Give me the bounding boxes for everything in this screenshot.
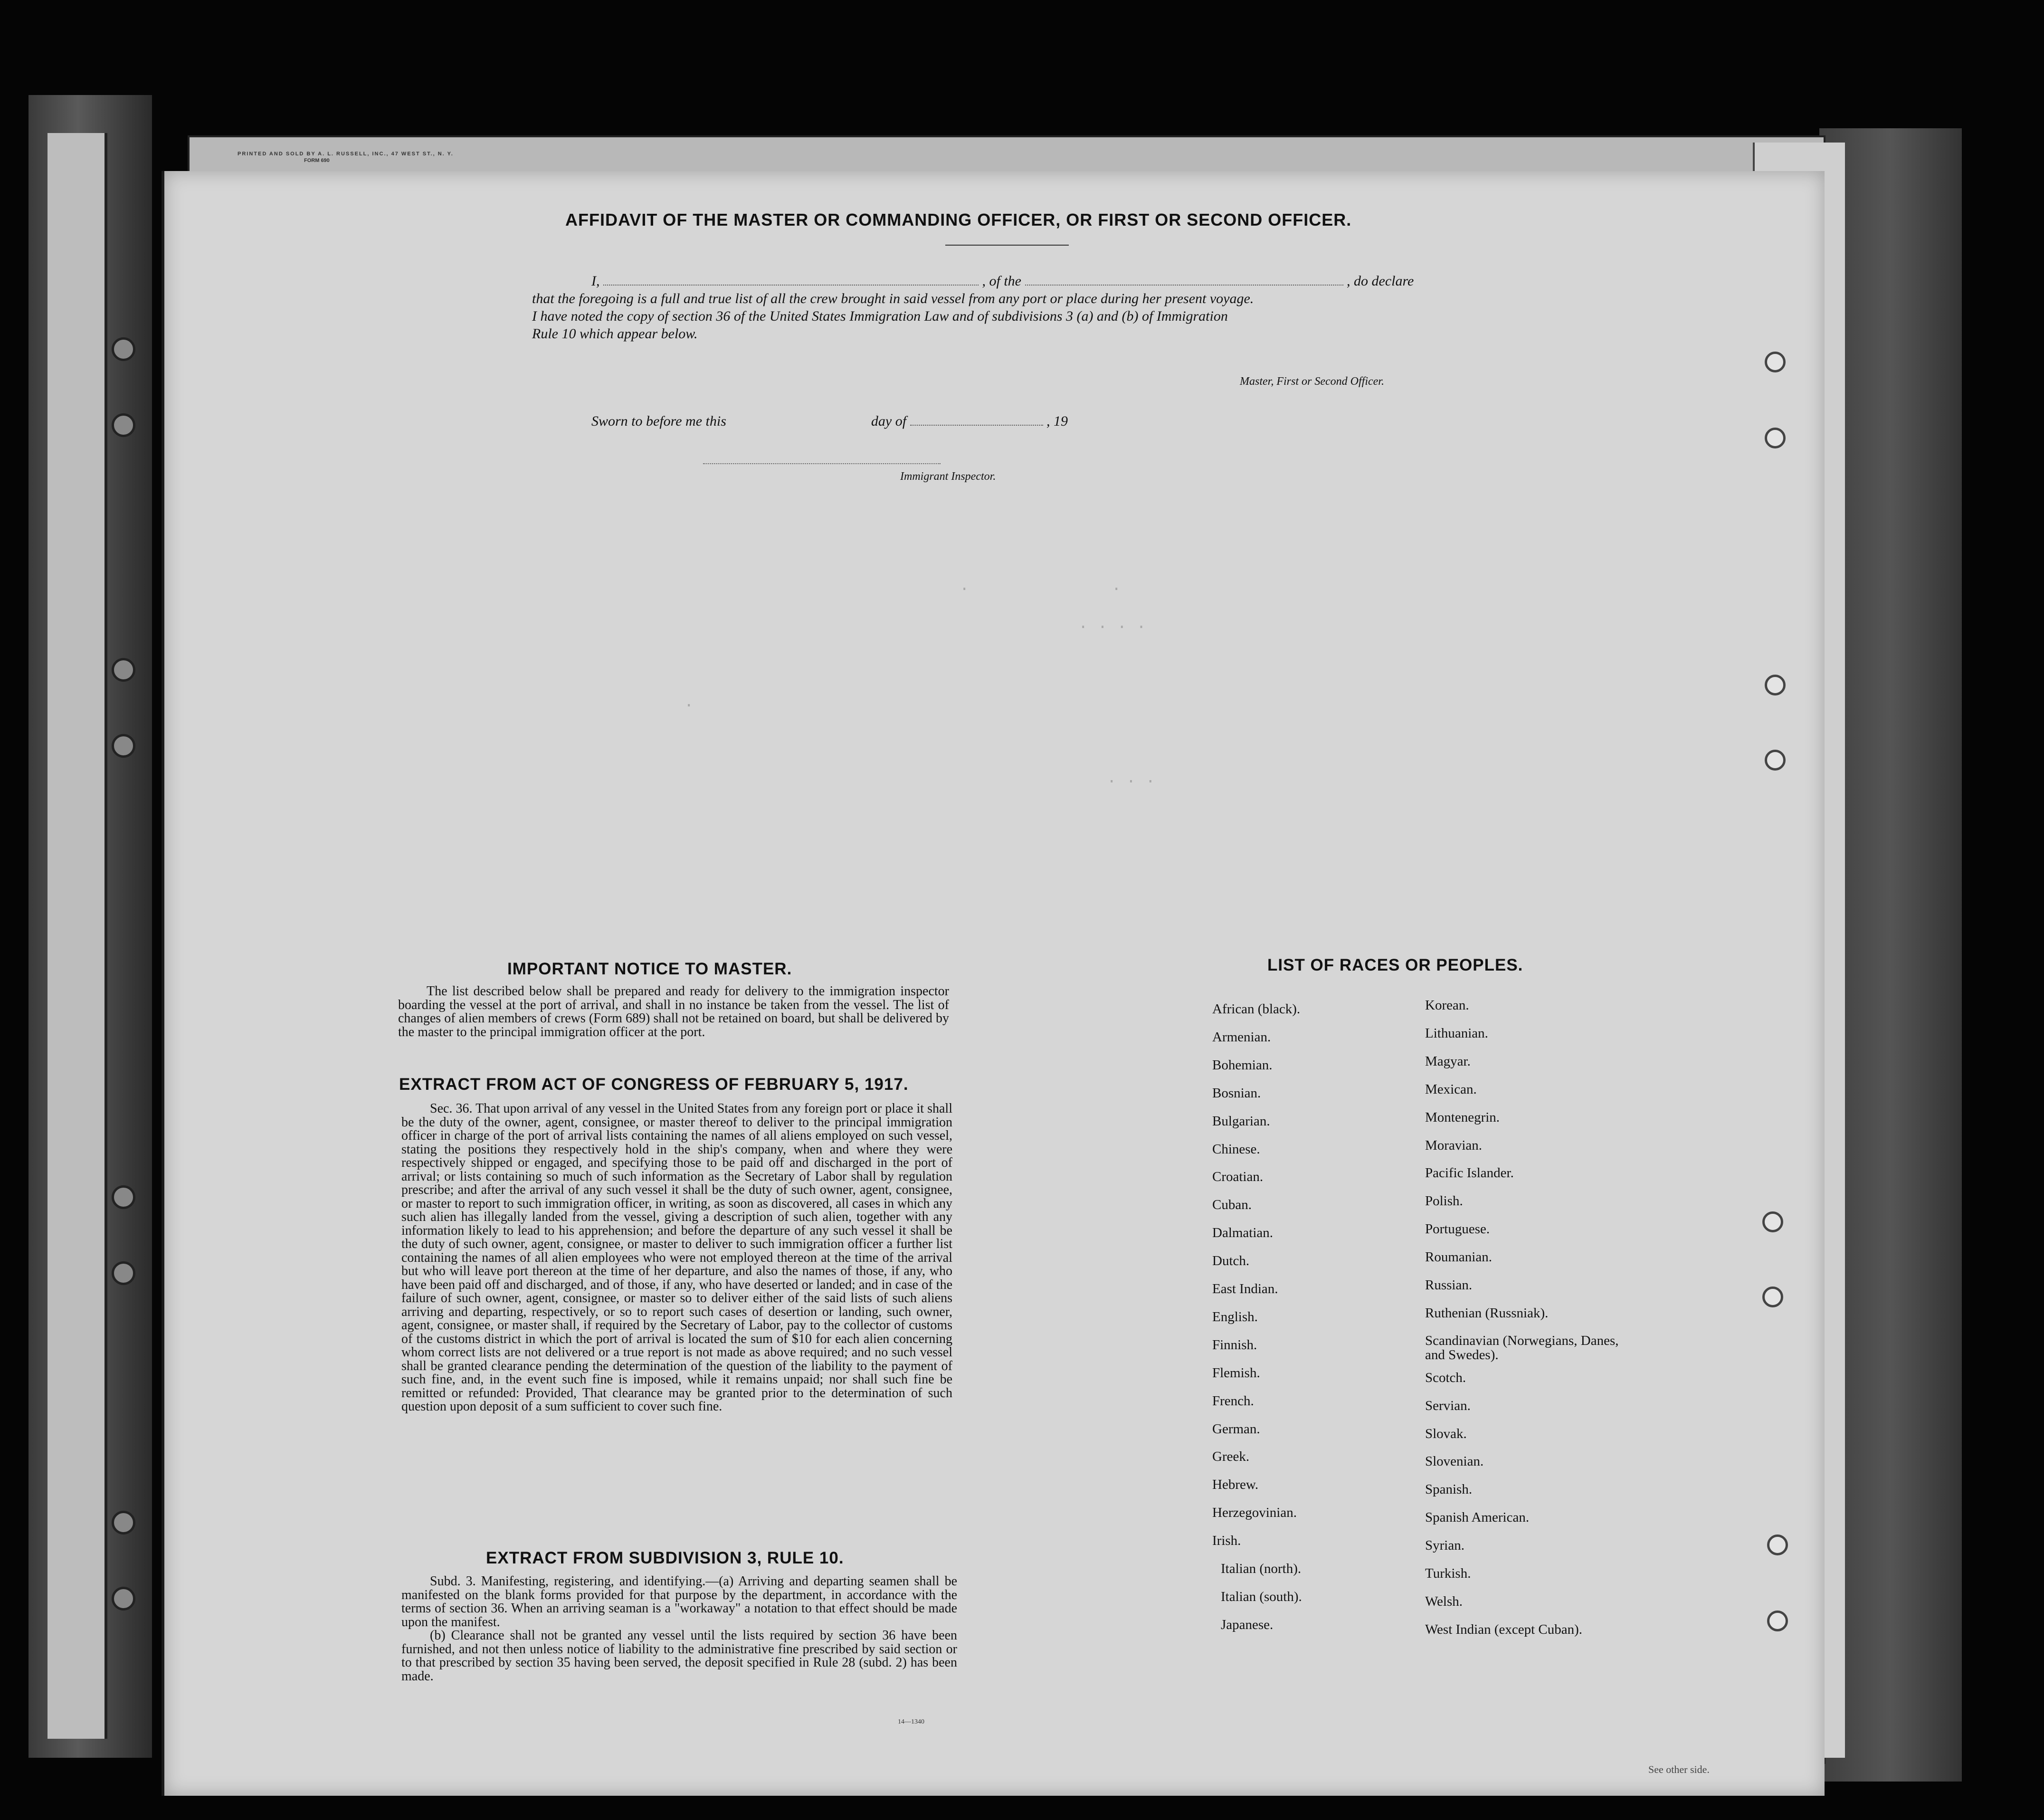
race-item: Finnish. (1212, 1337, 1257, 1353)
declaration-line-4: Rule 10 which appear below. (532, 326, 698, 342)
race-item: Hebrew. (1212, 1477, 1259, 1492)
race-item: Slovenian. (1425, 1454, 1484, 1469)
reinforcement-ring (1767, 1610, 1788, 1631)
race-item: Scotch. (1425, 1370, 1466, 1385)
reinforcement-ring (1765, 675, 1786, 696)
section-36-text (401, 1102, 952, 1414)
race-item: Lithuanian. (1425, 1026, 1488, 1041)
race-item: Italian (north). (1221, 1561, 1302, 1576)
race-item: French. (1212, 1393, 1254, 1409)
binder-hole (112, 1261, 135, 1285)
inspector-signature-line[interactable] (703, 463, 941, 464)
see-other-side-note: See other side. (1648, 1763, 1710, 1775)
binder-hole (112, 658, 135, 682)
race-item: Syrian. (1425, 1538, 1464, 1553)
form-print-code: 14—1340 (898, 1718, 924, 1725)
year-text: , 19 (1046, 413, 1068, 429)
declaration-i: I, (591, 273, 600, 289)
binder-hole (112, 1185, 135, 1209)
binder-hole (112, 734, 135, 758)
declaration-line-2: that the foregoing is a full and true list of all the crew brought in said vessel from any port or place during her present voyage. (532, 291, 1254, 306)
page-stack-edge (48, 133, 107, 1739)
bleed-through-mark: . (960, 577, 970, 595)
race-item: Roumanian. (1425, 1249, 1492, 1265)
race-item: Polish. (1425, 1193, 1463, 1209)
race-item: African (black). (1212, 1001, 1301, 1017)
binder-hole (112, 413, 135, 437)
notice-paragraph: The list described below shall be prepared and ready for delivery to the immigration inspector boarding the vessel at the port of arrival, and shall in no instance be taken from the vessel. The list of changes of alien members of crews (Form 689) shall not be retained on board, but shall be delivered by the master to the principal immigration officer at the port. (398, 984, 949, 1039)
master-signature-label: Master, First or Second Officer. (1240, 375, 1384, 388)
bleed-through-mark: . (1112, 577, 1122, 595)
reinforcement-ring (1762, 1286, 1783, 1307)
rule-text (401, 1575, 957, 1683)
notice-heading: IMPORTANT NOTICE TO MASTER. (507, 960, 792, 978)
race-item: Japanese. (1221, 1617, 1274, 1632)
rule-heading: EXTRACT FROM SUBDIVISION 3, RULE 10. (486, 1549, 844, 1567)
sworn-month-field[interactable] (910, 425, 1043, 426)
race-item: Chinese. (1212, 1142, 1260, 1157)
race-item: Cuban. (1212, 1197, 1252, 1212)
immigrant-inspector-label: Immigrant Inspector. (900, 470, 996, 483)
binder-hole (112, 1511, 135, 1534)
bleed-through-mark: . . . . (1078, 615, 1146, 633)
bleed-through-mark: . . . (1107, 770, 1156, 788)
reinforcement-ring (1765, 428, 1786, 448)
race-item: Montenegrin. (1425, 1110, 1500, 1125)
race-item: Magyar. (1425, 1054, 1471, 1069)
race-item: Irish. (1212, 1533, 1241, 1548)
race-item: Slovak. (1425, 1426, 1467, 1441)
binder-hole (112, 337, 135, 361)
race-item: Bulgarian. (1212, 1114, 1270, 1129)
race-item: Moravian. (1425, 1138, 1482, 1153)
day-of-text: day of (871, 413, 907, 429)
declaration-line-1 (591, 273, 1414, 289)
rule-subdivision-b: (b) Clearance shall not be granted any vessel until the lists required by section 36 have been furnished, and not then unless notice of liability to the administrative fine prescribed by said section or to that prescribed by section 35 having been served, the deposit specified in Rule 28 (subd. 2) has been made. (401, 1628, 957, 1684)
form-number: FORM 690 (304, 158, 330, 163)
sworn-text: Sworn to before me this (591, 413, 726, 429)
race-item: Spanish. (1425, 1482, 1473, 1497)
title-underline (945, 245, 1069, 246)
race-item: Servian. (1425, 1398, 1471, 1413)
race-item: Greek. (1212, 1449, 1250, 1464)
officer-name-field[interactable] (603, 285, 979, 286)
race-item: Spanish American. (1425, 1510, 1530, 1525)
vessel-name-field[interactable] (1025, 285, 1343, 286)
race-item: Scandinavian (Norwegians, Danes, and Swedes). (1425, 1333, 1619, 1363)
reinforcement-ring (1762, 1211, 1783, 1232)
reinforcement-ring (1767, 1534, 1788, 1555)
race-item: Armenian. (1212, 1029, 1271, 1045)
race-item: Flemish. (1212, 1365, 1260, 1381)
race-item: East Indian. (1212, 1281, 1278, 1296)
race-item: Portuguese. (1425, 1221, 1490, 1237)
race-item: Mexican. (1425, 1082, 1477, 1097)
reinforcement-ring (1765, 750, 1786, 771)
declaration-line-3: I have noted the copy of section 36 of the United States Immigration Law and of subdivisions 3 (a) and (b) of Immigration (532, 308, 1228, 324)
printer-imprint: PRINTED AND SOLD BY A. L. RUSSELL, INC., 47 WEST ST., N. Y. (238, 151, 454, 157)
race-item: Dutch. (1212, 1253, 1250, 1268)
section-36-paragraph: Sec. 36. That upon arrival of any vessel in the United States from any foreign port or place it shall be the duty of the owner, agent, consignee, or master thereof to deliver to the principal immigration officer in charge of the port of arrival lists containing the names of all aliens employed on such vessel, stating the positions they respectively hold in the ship's company, when and where they were respectively shipped or engaged, and specifying those to be paid off and discharged in the port of arrival; or lists containing so much of such information as the Secretary of Labor shall by regulation prescribe; and after the arrival of any such vessel it shall be the duty of such owner, agent, consignee, or master to report to such immigration officer, in writing, as soon as discovered, all cases in which any such alien has illegally landed from the vessel, giving a description of such alien, together with any information likely to lead to his apprehension; and before the departure of any such vessel it shall be the duty of such owner, agent, consignee, or master to deliver to such immigration officer a further list containing the names of all alien employees who were not employed thereon at the time of the arrival but who will leave port thereon at the time of her departure, and also the names of those, if any, who have been paid off and discharged, and of those, if any, who have deserted or landed; and in case of the failure of such owner, agent, consignee, or master so to deliver either of the said lists of such aliens arriving and departing, respectively, or so to report such cases of desertion or landing, such owner, agent, consignee, or master shall, if required by the Secretary of Labor, pay to the collector of customs of the customs district in which the port of arrival is located the sum of $10 for each alien concerning whom correct lists are not delivered or a true report is not made as above required; and no such vessel shall be granted clearance pending the determination of the question of the liability to the payment of such fine, and, in the event such fine is imposed, while it remains unpaid; nor shall such fine be remitted or refunded: Provided, That clearance may be granted prior to the determination of such question upon deposit of a sum sufficient to cover such fine. (401, 1101, 952, 1414)
race-item: Turkish. (1425, 1566, 1471, 1581)
race-item: Russian. (1425, 1277, 1473, 1293)
race-item: Korean. (1425, 998, 1469, 1013)
race-item: Dalmatian. (1212, 1225, 1274, 1240)
race-item: Croatian. (1212, 1169, 1264, 1184)
race-item: Pacific Islander. (1425, 1165, 1514, 1181)
act-heading: EXTRACT FROM ACT OF CONGRESS OF FEBRUARY 5, 1917. (399, 1075, 909, 1094)
race-item: Bohemian. (1212, 1058, 1273, 1073)
race-item: Ruthenian (Russniak). (1425, 1305, 1549, 1321)
race-item: Bosnian. (1212, 1086, 1261, 1101)
bleed-through-mark: . (684, 694, 694, 712)
race-item: Herzegovinian. (1212, 1505, 1297, 1520)
notice-text (398, 985, 949, 1039)
race-item: Italian (south). (1221, 1589, 1302, 1604)
binder-hole (112, 1587, 135, 1610)
race-item: Welsh. (1425, 1594, 1463, 1609)
race-item: West Indian (except Cuban). (1425, 1622, 1583, 1637)
races-heading: LIST OF RACES OR PEOPLES. (1267, 956, 1523, 974)
affidavit-title: AFFIDAVIT OF THE MASTER OR COMMANDING OFFICER, OR FIRST OR SECOND OFFICER. (565, 210, 1352, 229)
rule-subdivision-a: Subd. 3. Manifesting, registering, and identifying.—(a) Arriving and departing seamen shall be manifested on the blank forms provided for that purpose by the department, in accordance with the terms of section 36. When an arriving seaman is a "workaway" a notation to that effect should be made upon the manifest. (401, 1574, 957, 1629)
reinforcement-ring (1765, 352, 1786, 372)
race-item: English. (1212, 1309, 1258, 1325)
declaration-of-the: , of the (982, 273, 1021, 289)
declaration-do-declare: , do declare (1347, 273, 1414, 289)
sworn-line (591, 413, 1068, 429)
race-item: German. (1212, 1421, 1260, 1437)
